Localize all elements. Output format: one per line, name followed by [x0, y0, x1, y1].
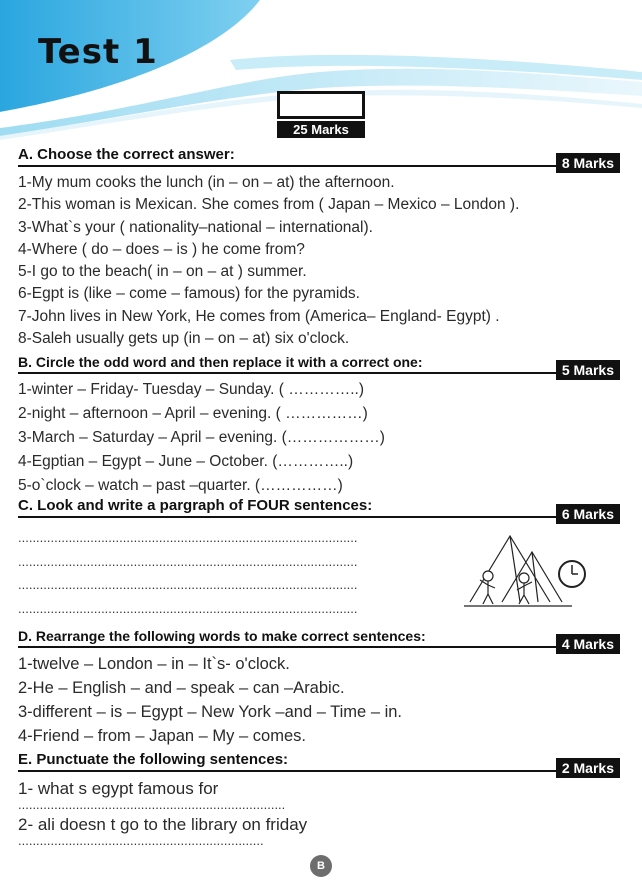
- question-item: 2-He – English – and – speak – can –Arabic.: [18, 679, 345, 697]
- section-b-header: [18, 350, 620, 378]
- question-item: 4-Friend – from – Japan – My – comes.: [18, 727, 306, 745]
- section-a-items: [18, 167, 620, 350]
- question-item: 2- ali doesn t go to the library on friday: [18, 815, 308, 834]
- question-item: 1-winter – Friday- Tuesday – Sunday. ( …………..): [18, 381, 364, 398]
- question-item: 8-Saleh usually gets up (in – on – at) six o'clock.: [18, 330, 350, 348]
- section-a-header: [18, 143, 620, 171]
- section-a-marks: 8 Marks: [556, 153, 620, 173]
- question-item: 2-night – afternoon – April – evening. ( ……………): [18, 405, 368, 422]
- section-e-title: E. Punctuate the following sentences:: [18, 751, 289, 768]
- question-item: 4-Egptian – Egypt – June – October. (…………..): [18, 453, 354, 470]
- section-e: [18, 748, 620, 846]
- writing-line[interactable]: ..............................................................................................: [18, 600, 358, 616]
- section-a-title: A. Choose the correct answer:: [18, 146, 235, 163]
- question-item: 5-I go to the beach( in – on – at ) summer.: [18, 263, 307, 281]
- section-c-header: [18, 494, 620, 522]
- question-item: 1-My mum cooks the lunch (in – on – at) the afternoon.: [18, 174, 395, 191]
- section-c-marks: 6 Marks: [556, 504, 620, 524]
- section-b-marks: 5 Marks: [556, 360, 620, 380]
- section-c-title: C. Look and write a pargraph of FOUR sentences:: [18, 497, 373, 514]
- section-a: [18, 143, 620, 350]
- section-d: [18, 624, 620, 748]
- section-d-header: [18, 624, 620, 652]
- score-box[interactable]: [277, 91, 365, 119]
- total-marks-label: 25 Marks: [277, 121, 365, 138]
- section-b: [18, 350, 620, 498]
- section-b-title: B. Circle the odd word and then replace it with a correct one:: [18, 354, 423, 370]
- question-item: 5-o`clock – watch – past –quarter. (……………): [18, 477, 343, 494]
- question-item: 7-John lives in New York, He comes from (America– England- Egypt) .: [18, 307, 500, 325]
- question-item: 1- what s egypt famous for: [18, 779, 219, 798]
- question-item: 1-twelve – London – in – It`s- o'clock.: [18, 655, 290, 673]
- paragraph-writing-area[interactable]: [18, 518, 448, 620]
- section-d-marks: 4 Marks: [556, 634, 620, 654]
- answer-line[interactable]: ..........................................................................: [18, 800, 286, 810]
- section-e-header: [18, 748, 620, 776]
- clock-icon: [559, 561, 585, 587]
- section-b-items: [18, 374, 620, 498]
- pyramids-kids-clock-illustration: [462, 522, 590, 614]
- section-e-items: [18, 772, 620, 846]
- section-d-title: D. Rearrange the following words to make correct sentences:: [18, 628, 426, 644]
- question-item: 3-March – Saturday – April – evening. (………………): [18, 429, 385, 446]
- answer-line[interactable]: ....................................................................: [18, 836, 264, 846]
- question-item: 3-What`s your ( nationality–national – international).: [18, 218, 373, 236]
- test-title: Test 1: [38, 32, 158, 72]
- question-item: 6-Egpt is (like – come – famous) for the pyramids.: [18, 285, 360, 303]
- question-item: 3-different – is – Egypt – New York –and – Time – in.: [18, 703, 403, 721]
- writing-line[interactable]: ..............................................................................................: [18, 530, 358, 545]
- writing-line[interactable]: ..............................................................................................: [18, 577, 358, 592]
- question-item: 2-This woman is Mexican. She comes from ( Japan – Mexico – London ).: [18, 196, 520, 214]
- section-e-marks: 2 Marks: [556, 758, 620, 778]
- question-item: 4-Where ( do – does – is ) he come from?: [18, 240, 305, 258]
- section-d-items: [18, 648, 620, 748]
- page-number-badge: B: [310, 855, 332, 877]
- writing-line[interactable]: ..............................................................................................: [18, 553, 358, 569]
